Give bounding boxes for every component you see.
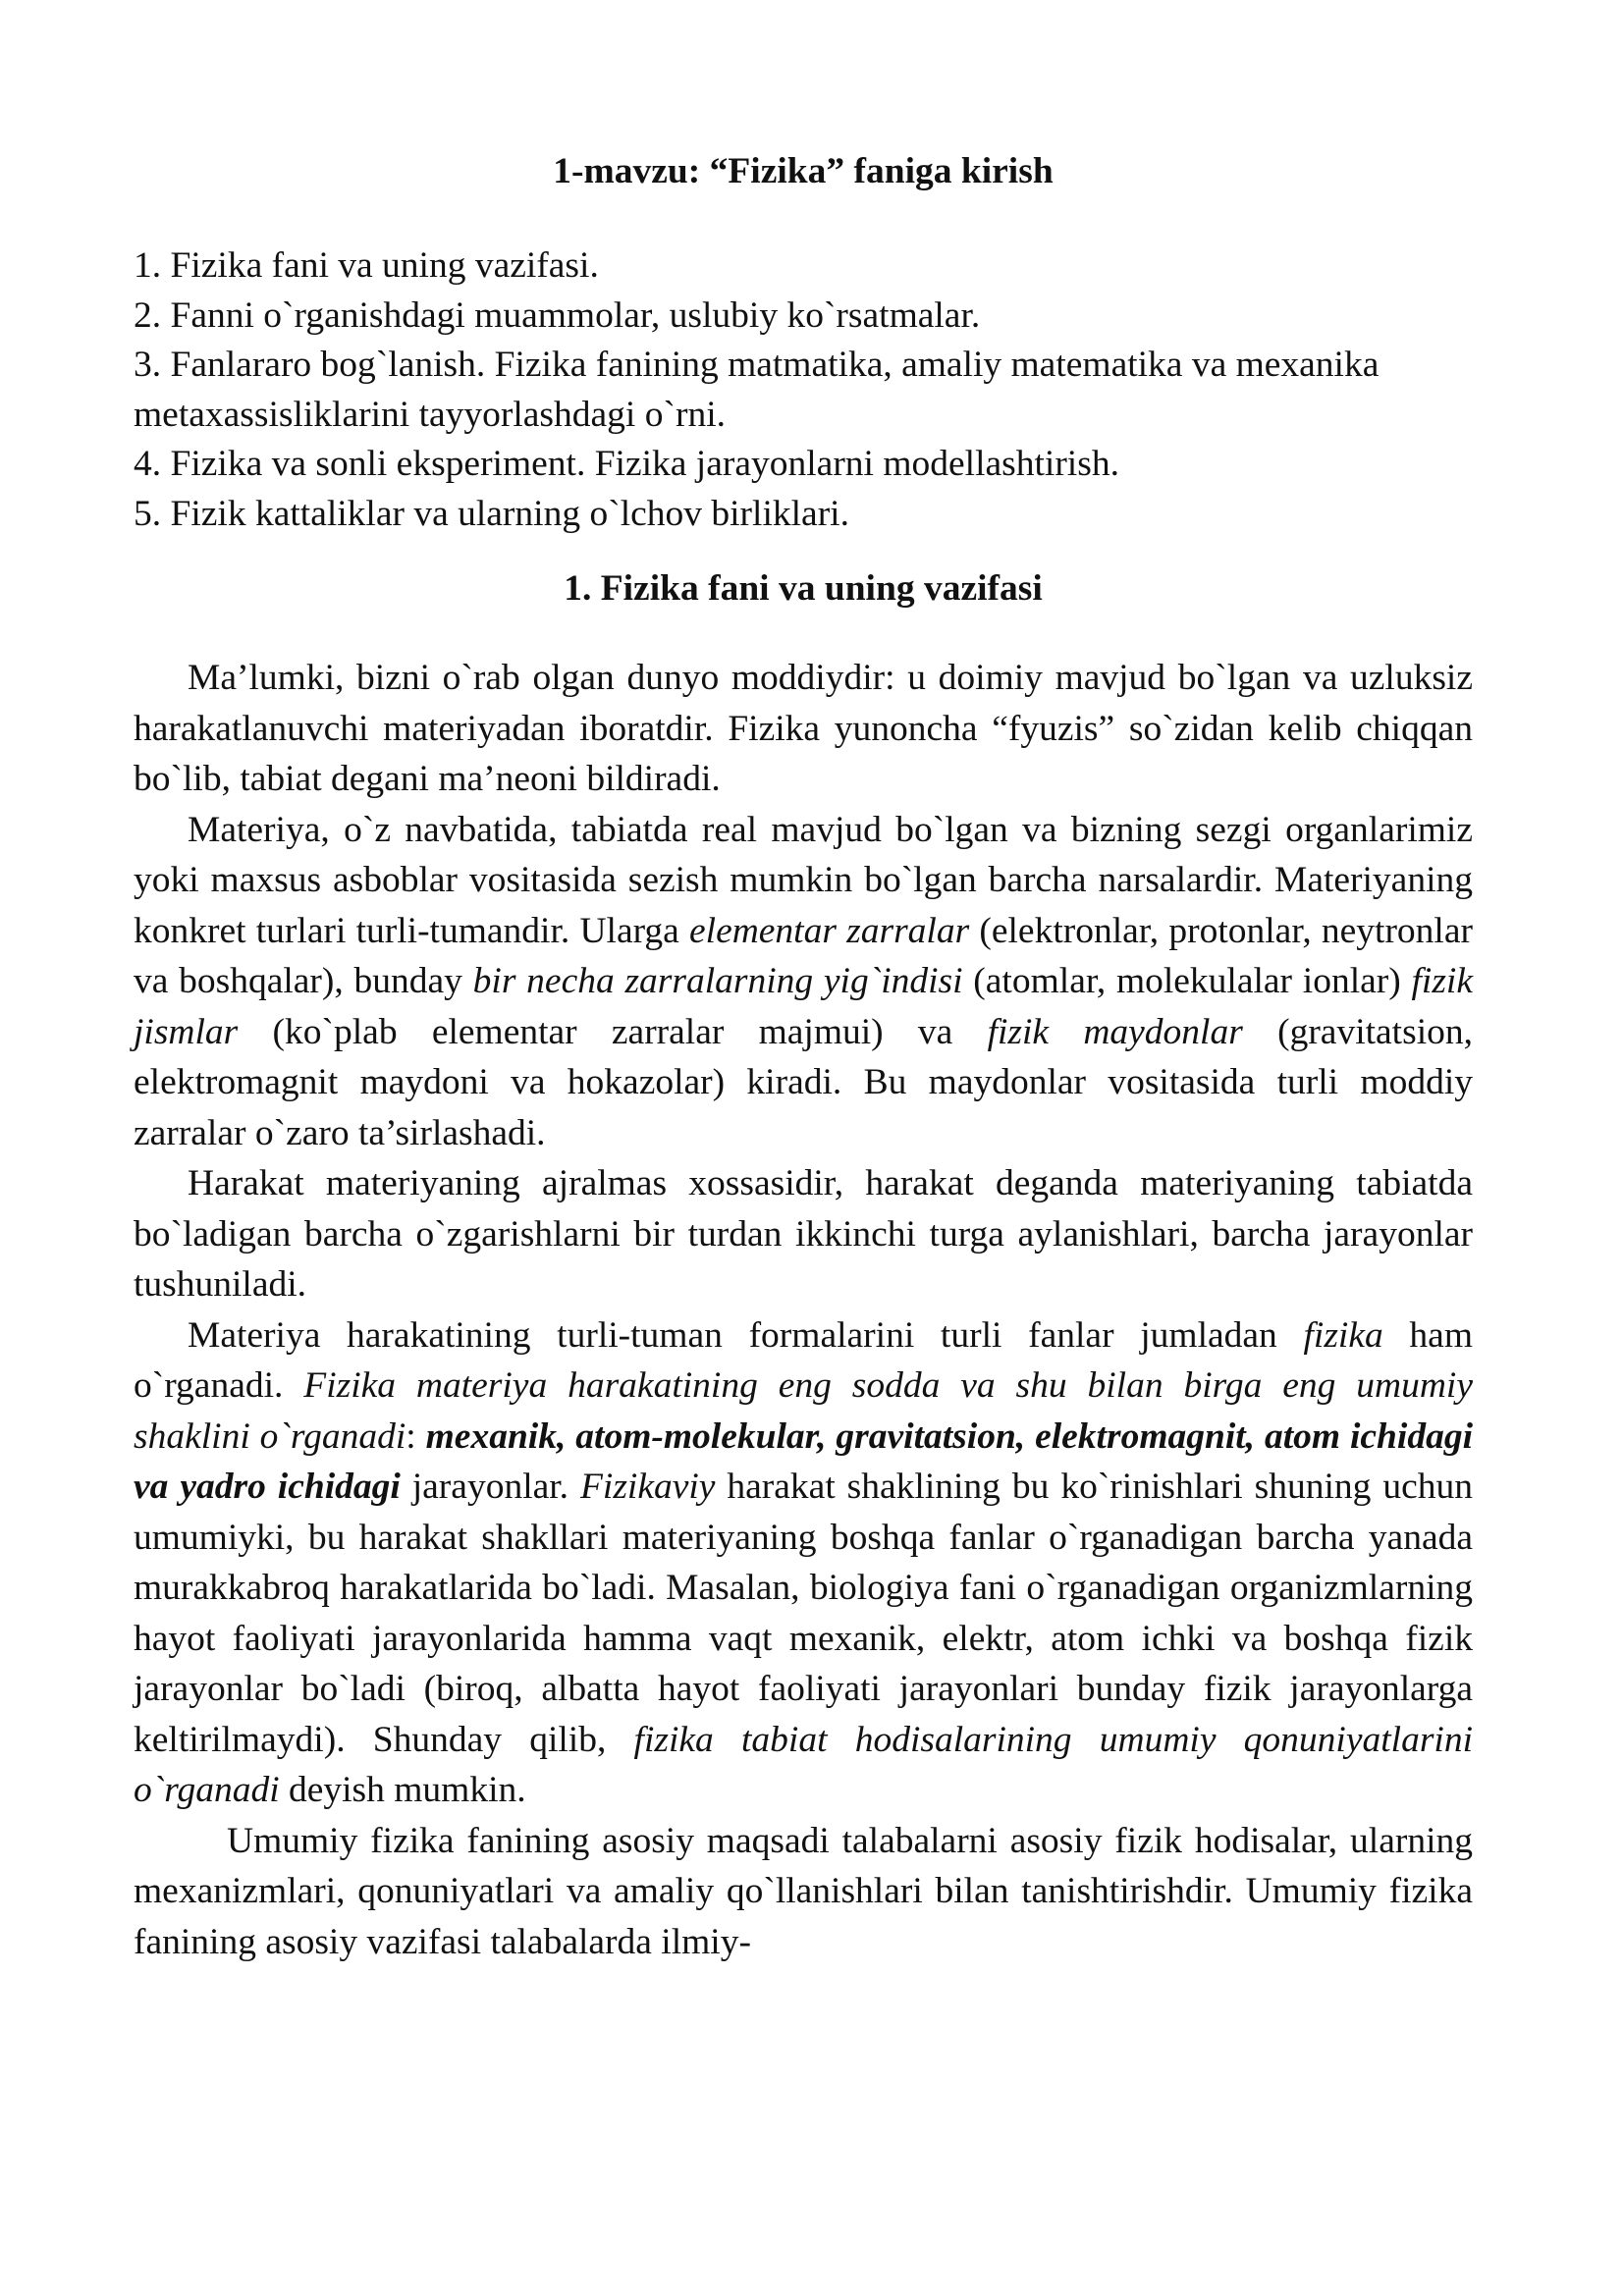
- outline-item: 5. Fizik kattaliklar va ularning o`lchov birliklari.: [134, 493, 849, 534]
- outline-item: 2. Fanni o`rganishdagi muammolar, uslubiy ko`rsatmalar.: [134, 294, 981, 336]
- italic-text: Fizikaviy: [580, 1467, 716, 1507]
- body-paragraph: Materiya, o`z navbatida, tabiatda real mavjud bo`lgan va bizning sezgi organlarimiz yoki maxsus asboblar vositasida sezish mumkin bo`lgan barcha narsalardir. Materiyaning konkret turlari turli-tumandir. Ularga elementar zarralar (elektronlar, protonlar, neytronlar va boshqalar), bunday bir necha zarralarning yig`indisi (atomlar, molekulalar ionlar) fizik jismlar (ko`plab elementar zarralar majmui) va fizik maydonlar (gravitatsion, elektromagnit maydoni va hokazolar) kiradi. Bu maydonlar vositasida turli moddiy zarralar o`zaro ta’sirlashadi.: [134, 809, 1473, 1153]
- bold-italic-text: mexanik, atom-molekular, gravitatsion, elektromagnit, atom ichidagi va yadro ichidagi: [134, 1415, 1474, 1507]
- italic-text: fizika: [1303, 1314, 1383, 1356]
- italic-text: elementar zarralar: [689, 910, 970, 951]
- italic-text: bir necha zarralarning yig`indisi: [472, 961, 963, 1001]
- topic-outline: [134, 241, 1473, 539]
- body-paragraph: Harakat materiyaning ajralmas xossasidir, harakat deganda materiyaning tabiatda bo`ladigan barcha o`zgarishlarni bir turdan ikkinchi turga aylanishlari, barcha jarayonlar tushuniladi.: [134, 1163, 1473, 1305]
- body-paragraph: Umumiy fizika fanining asosiy maqsadi talabalarni asosiy fizik hodisalar, ularning mexanizmlari, qonuniyatlari va amaliy qo`llanishlari bilan tanishtirishdir. Umumiy fizika fanining asosiy vazifasi talabalarda ilmiy-: [134, 1820, 1473, 1962]
- italic-text: fizik jismlar: [134, 961, 1473, 1052]
- outline-item: 3. Fanlararo bog`lanish. Fizika fanining matmatika, amaliy matematika va mexanika metaxassisliklarini tayyorlashdagi o`rni.: [134, 345, 1380, 435]
- page-title: 1-mavzu: “Fizika” faniga kirish: [553, 151, 1054, 191]
- section-heading: 1. Fizika fani va uning vazifasi: [564, 568, 1043, 609]
- outline-item: 4. Fizika va sonli eksperiment. Fizika jarayonlarni modellashtirish.: [134, 444, 1119, 484]
- body-paragraph: Materiya harakatining turli-tuman formalarini turli fanlar jumladan fizika ham o`rganadi. Fizika materiya harakatining eng sodda va shu bilan birga eng umumiy shaklini o`rganadi: mexanik, atom-molekular, gravitatsion, elektromagnit, atom ichidagi va yadro ichidagi jarayonlar. Fizikaviy harakat shaklining bu ko`rinishlari shuning uchun umumiyki, bu harakat shakllari materiyaning boshqa fanlar o`rganadigan barcha yanada murakkabroq harakatlarida bo`ladi. Masalan, biologiya fani o`rganadigan organizmlarning hayot faoliyati jarayonlarida hamma vaqt mexanik, elektr, atom ichki va boshqa fizik jarayonlar bo`ladi (biroq, albatta hayot faoliyati jarayonlari bunday fizik jarayonlarga keltirilmaydi). Shunday qilib, fizika tabiat hodisalarining umumiy qonuniyatlarini o`rganadi deyish mumkin.: [134, 1314, 1474, 1810]
- body-paragraph: Ma’lumki, bizni o`rab olgan dunyo moddiydir: u doimiy mavjud bo`lgan va uzluksiz harakatlanuvchi materiyadan iboratdir. Fizika yunoncha “fyuzis” so`zidan kelib chiqqan bo`lib, tabiat degani ma’neoni bildiradi.: [134, 658, 1473, 799]
- italic-text: fizik maydonlar: [987, 1011, 1243, 1052]
- page-content: [134, 147, 1473, 1967]
- italic-text: Fizika materiya harakatining eng sodda va shu bilan birga eng umumiy shaklini o`rganadi: [134, 1365, 1473, 1457]
- outline-item: 1. Fizika fani va uning vazifasi.: [134, 245, 599, 286]
- italic-text: fizika tabiat hodisalarining umumiy qonuniyatlarini o`rganadi: [134, 1719, 1474, 1810]
